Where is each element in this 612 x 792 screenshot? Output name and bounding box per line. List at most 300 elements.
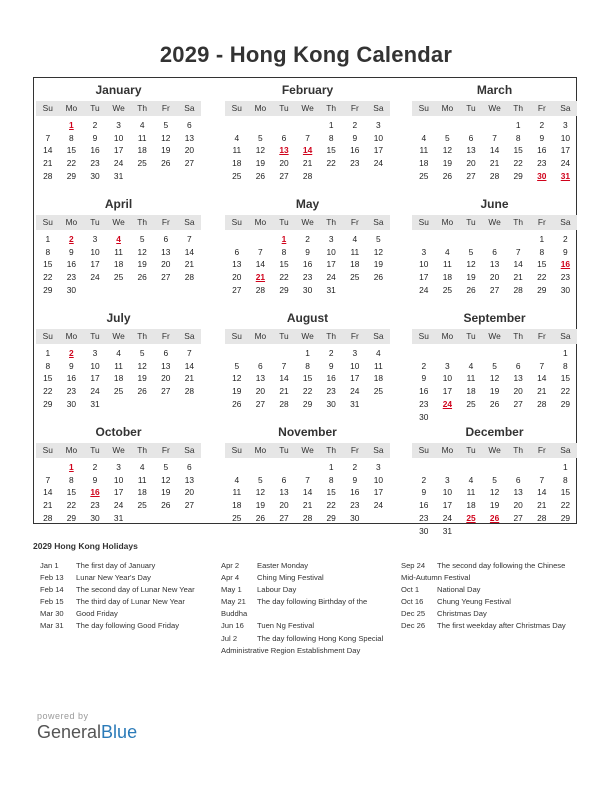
month-july <box>36 309 201 421</box>
day: 8 <box>539 246 545 257</box>
weekday-label: We <box>112 331 125 341</box>
page-title: 2029 - Hong Kong Calendar <box>159 42 453 67</box>
day: 14 <box>279 373 289 384</box>
holiday-entry <box>221 633 383 645</box>
holiday-entry <box>401 608 566 620</box>
day: 24 <box>113 500 124 511</box>
day: 8 <box>563 360 568 371</box>
day: 30 <box>90 512 100 523</box>
day: 30 <box>66 284 77 295</box>
day: 26 <box>255 512 266 523</box>
weekday-label: Mo <box>65 331 78 341</box>
day: 15 <box>537 259 547 270</box>
month-name: December <box>465 425 524 439</box>
day: 12 <box>255 487 266 498</box>
day: 9 <box>92 132 98 143</box>
day: 23 <box>350 158 360 169</box>
month-september <box>412 309 577 421</box>
day: 23 <box>419 512 429 523</box>
day: 22 <box>326 158 336 169</box>
weekday-label: We <box>488 103 501 113</box>
day: 30 <box>419 525 429 536</box>
holiday-entry <box>221 620 383 632</box>
weekday-label: Th <box>513 331 524 341</box>
month-april <box>36 195 201 307</box>
day: 22 <box>43 272 53 283</box>
day: 4 <box>352 234 358 244</box>
month-june <box>412 195 577 307</box>
day: 3 <box>92 234 98 244</box>
holiday-entry <box>40 560 195 572</box>
weekday-header <box>412 101 577 116</box>
month-name: September <box>463 311 526 325</box>
day: 3 <box>116 120 121 130</box>
day: 9 <box>563 246 568 257</box>
day: 23 <box>350 500 360 511</box>
day: 27 <box>489 284 500 295</box>
day: 6 <box>163 234 169 244</box>
holiday-day: 26 <box>489 512 500 523</box>
weekday-label: Su <box>418 445 429 455</box>
day: 23 <box>90 500 100 511</box>
day: 29 <box>560 398 571 409</box>
day: 10 <box>350 360 360 371</box>
weekday-header <box>412 215 577 230</box>
day: 18 <box>419 158 429 169</box>
weekday-label: Mo <box>65 445 78 455</box>
holiday-name-continued: Administrative Region Establishment Day <box>221 645 361 655</box>
day: 4 <box>234 474 240 485</box>
weekday-label: Fr <box>537 331 546 341</box>
day: 20 <box>279 158 289 169</box>
day: 7 <box>281 360 287 371</box>
holiday-name: The first day of January <box>76 561 156 570</box>
day: 7 <box>187 234 192 244</box>
weekday-label: We <box>301 217 314 227</box>
day: 19 <box>161 487 171 498</box>
day: 23 <box>560 272 571 283</box>
day: 4 <box>116 348 121 358</box>
day: 16 <box>350 145 360 156</box>
weekday-label: Th <box>137 103 148 113</box>
day: 16 <box>419 500 429 511</box>
day: 1 <box>328 462 334 472</box>
day: 29 <box>66 512 77 523</box>
day: 17 <box>442 386 453 397</box>
day: 17 <box>326 259 336 270</box>
weekday-label: We <box>488 331 501 341</box>
day: 21 <box>184 373 195 384</box>
day: 13 <box>279 487 289 498</box>
day: 10 <box>373 474 384 485</box>
day: 25 <box>373 386 384 397</box>
day: 15 <box>326 145 336 156</box>
day: 23 <box>537 158 547 169</box>
holiday-date: Oct 1 <box>401 585 420 595</box>
month-name: June <box>480 197 509 211</box>
weekday-label: Su <box>231 103 242 113</box>
day: 20 <box>513 386 523 397</box>
day: 2 <box>352 462 358 472</box>
holiday-entry <box>221 584 383 596</box>
weekday-header <box>225 215 390 230</box>
day: 6 <box>515 360 521 371</box>
day: 5 <box>258 474 263 485</box>
day: 26 <box>255 170 266 181</box>
day: 17 <box>419 272 429 283</box>
day: 2 <box>421 360 427 371</box>
weekday-label: We <box>112 103 125 113</box>
day: 13 <box>489 259 500 270</box>
day: 15 <box>513 145 523 156</box>
day: 28 <box>255 284 266 295</box>
weekday-label: Fr <box>350 103 359 113</box>
holiday-entry <box>401 620 566 632</box>
day: 24 <box>326 272 336 283</box>
weekday-label: Mo <box>441 445 454 455</box>
day: 20 <box>255 386 266 397</box>
day: 13 <box>161 246 171 257</box>
day: 17 <box>350 373 360 384</box>
day: 27 <box>255 398 266 409</box>
day: 27 <box>184 500 195 511</box>
day: 18 <box>466 500 476 511</box>
weekday-label: Tu <box>279 217 289 227</box>
day: 16 <box>66 259 77 270</box>
weekday-label: Fr <box>161 445 170 455</box>
day: 11 <box>137 132 147 143</box>
month-august <box>225 309 390 421</box>
weekday-header <box>412 329 577 344</box>
day: 22 <box>513 158 523 169</box>
holiday-name: The second day following the Chinese <box>437 561 566 570</box>
holiday-entry <box>40 596 195 608</box>
day: 6 <box>258 360 263 371</box>
day: 5 <box>139 234 145 244</box>
day: 7 <box>258 246 263 257</box>
day: 7 <box>45 132 51 143</box>
day: 31 <box>442 525 453 536</box>
logo-general: General <box>37 722 102 742</box>
day: 3 <box>563 120 568 130</box>
day: 22 <box>326 500 336 511</box>
day: 4 <box>139 462 145 472</box>
weekday-label: Tu <box>466 331 476 341</box>
holiday-day: 16 <box>90 487 100 498</box>
month-december <box>412 423 577 535</box>
holidays-heading: 2029 Hong Kong Holidays <box>33 541 138 551</box>
day: 25 <box>113 386 124 397</box>
day: 24 <box>90 386 100 397</box>
holiday-day: 30 <box>537 170 547 181</box>
holiday-date: Dec 26 <box>401 621 426 631</box>
calendar-grid <box>33 77 577 536</box>
weekday-label: Su <box>42 217 53 227</box>
day: 29 <box>66 170 77 181</box>
day: 30 <box>326 398 336 409</box>
day: 11 <box>114 246 123 257</box>
day: 12 <box>466 259 476 270</box>
day: 10 <box>419 259 429 270</box>
day: 23 <box>66 386 77 397</box>
day: 20 <box>184 145 195 156</box>
day: 1 <box>563 462 568 472</box>
day: 13 <box>513 487 523 498</box>
day: 20 <box>513 500 523 511</box>
day: 30 <box>66 398 77 409</box>
weekday-label: Mo <box>65 103 78 113</box>
day: 25 <box>137 500 147 511</box>
day: 22 <box>43 386 53 397</box>
weekday-label: Su <box>231 331 242 341</box>
weekday-label: Tu <box>90 217 100 227</box>
day: 2 <box>421 474 427 485</box>
day: 21 <box>302 500 313 511</box>
day: 14 <box>255 259 266 270</box>
weekday-label: Su <box>42 103 53 113</box>
weekday-label: Sa <box>184 217 195 227</box>
month-january <box>36 81 201 193</box>
day: 21 <box>279 386 289 397</box>
day: 9 <box>328 360 334 371</box>
weekday-label: Su <box>231 217 242 227</box>
day: 3 <box>116 462 121 472</box>
day: 23 <box>302 272 313 283</box>
month-october <box>36 423 201 535</box>
weekday-label: Sa <box>184 103 195 113</box>
day: 20 <box>489 272 500 283</box>
day: 31 <box>350 398 360 409</box>
day: 4 <box>468 474 474 485</box>
month-november <box>225 423 390 535</box>
day: 13 <box>184 474 195 485</box>
day: 29 <box>279 284 289 295</box>
day: 27 <box>513 512 523 523</box>
day: 19 <box>137 259 147 270</box>
holiday-entry <box>40 572 195 584</box>
holiday-day: 14 <box>302 145 313 156</box>
weekday-label: Th <box>137 217 148 227</box>
day: 24 <box>90 272 100 283</box>
day: 27 <box>279 170 289 181</box>
day: 21 <box>513 272 523 283</box>
day: 11 <box>232 487 242 498</box>
day: 19 <box>161 145 171 156</box>
weekday-header <box>225 443 390 458</box>
weekday-header <box>36 101 201 116</box>
day: 20 <box>279 500 289 511</box>
day: 7 <box>539 360 545 371</box>
weekday-label: Th <box>137 331 148 341</box>
holiday-day: 13 <box>279 145 289 156</box>
day: 13 <box>466 145 476 156</box>
holiday-date: Mar 31 <box>40 621 64 631</box>
day: 8 <box>328 132 334 143</box>
holiday-name: The third day of Lunar New Year <box>76 597 185 607</box>
weekday-label: Th <box>326 331 337 341</box>
weekday-label: Th <box>326 103 337 113</box>
day: 14 <box>302 487 313 498</box>
holiday-name: The second day of Lunar New Year <box>76 585 195 595</box>
day: 12 <box>442 145 453 156</box>
holiday-entry <box>401 560 566 572</box>
weekday-label: Tu <box>279 103 289 113</box>
day: 29 <box>326 512 336 523</box>
day: 25 <box>232 170 242 181</box>
weekday-label: Su <box>418 217 429 227</box>
day: 26 <box>161 500 171 511</box>
day: 6 <box>187 120 192 130</box>
holiday-date: Dec 25 <box>401 609 426 619</box>
holiday-name: The first weekday after Christmas Day <box>437 621 566 631</box>
day: 28 <box>43 512 53 523</box>
day: 30 <box>302 284 313 295</box>
day: 30 <box>90 170 100 181</box>
holiday-entry <box>221 572 383 584</box>
day: 3 <box>352 348 358 358</box>
day: 1 <box>515 120 521 130</box>
day: 9 <box>352 132 358 143</box>
day: 27 <box>161 386 171 397</box>
day: 29 <box>302 398 313 409</box>
holiday-date: Feb 15 <box>40 597 64 607</box>
day: 19 <box>255 500 266 511</box>
day: 16 <box>326 373 336 384</box>
day: 18 <box>442 272 453 283</box>
day: 14 <box>513 259 523 270</box>
day: 28 <box>302 512 313 523</box>
day: 24 <box>442 512 453 523</box>
day: 5 <box>468 246 474 257</box>
day: 28 <box>184 386 195 397</box>
day: 23 <box>66 272 77 283</box>
day: 6 <box>492 246 497 257</box>
day: 2 <box>92 462 98 472</box>
day: 8 <box>281 246 287 257</box>
holiday-name: Labour Day <box>257 585 297 595</box>
weekday-label: Sa <box>373 445 384 455</box>
holiday-entry <box>40 620 195 632</box>
day: 26 <box>466 284 476 295</box>
day: 18 <box>350 259 360 270</box>
day: 10 <box>90 246 100 257</box>
day: 11 <box>114 360 123 371</box>
day: 6 <box>281 132 287 143</box>
day: 13 <box>232 259 242 270</box>
day: 11 <box>137 474 147 485</box>
holiday-entry <box>221 596 383 608</box>
day: 10 <box>560 132 571 143</box>
day: 26 <box>137 386 147 397</box>
day: 9 <box>539 132 545 143</box>
day: 31 <box>113 170 124 181</box>
day: 28 <box>43 170 53 181</box>
weekday-label: Mo <box>254 331 267 341</box>
day: 3 <box>328 234 334 244</box>
day: 5 <box>492 474 497 485</box>
weekday-label: Tu <box>466 103 476 113</box>
day: 5 <box>376 234 381 244</box>
day: 20 <box>161 373 171 384</box>
weekday-label: Fr <box>537 445 546 455</box>
day: 7 <box>305 132 310 143</box>
weekday-label: Su <box>42 331 53 341</box>
day: 29 <box>513 170 523 181</box>
day: 22 <box>560 500 571 511</box>
holiday-list-column-3 <box>401 560 566 633</box>
day: 25 <box>442 284 453 295</box>
day: 16 <box>419 386 429 397</box>
weekday-label: Fr <box>350 445 359 455</box>
day: 10 <box>326 246 336 257</box>
weekday-label: We <box>301 445 314 455</box>
day: 7 <box>305 474 310 485</box>
day: 27 <box>279 512 289 523</box>
holiday-date: Feb 13 <box>40 573 64 583</box>
holiday-day: 4 <box>116 234 121 244</box>
day: 18 <box>232 500 242 511</box>
day: 8 <box>45 360 51 371</box>
day: 2 <box>563 234 568 244</box>
day: 6 <box>515 474 521 485</box>
day: 15 <box>326 487 336 498</box>
day: 4 <box>421 132 427 143</box>
day: 17 <box>113 145 124 156</box>
day: 19 <box>373 259 384 270</box>
day: 2 <box>305 234 310 244</box>
day: 27 <box>232 284 242 295</box>
day: 8 <box>328 474 334 485</box>
day: 2 <box>328 348 334 358</box>
day: 30 <box>560 284 571 295</box>
day: 23 <box>419 398 429 409</box>
day: 25 <box>137 158 147 169</box>
day: 8 <box>305 360 310 371</box>
month-may <box>225 195 390 307</box>
day: 1 <box>305 348 310 358</box>
holiday-date: May 1 <box>221 585 242 595</box>
day: 13 <box>513 373 523 384</box>
day: 22 <box>560 386 571 397</box>
weekday-label: Tu <box>279 331 289 341</box>
day: 1 <box>328 120 334 130</box>
day: 14 <box>43 145 53 156</box>
day: 12 <box>489 487 500 498</box>
day: 29 <box>560 512 571 523</box>
day: 11 <box>466 487 476 498</box>
day: 5 <box>139 348 145 358</box>
holiday-day: 16 <box>560 259 571 270</box>
day: 19 <box>489 386 500 397</box>
day: 3 <box>376 462 381 472</box>
month-name: October <box>95 425 142 439</box>
day: 25 <box>466 398 476 409</box>
day: 6 <box>468 132 474 143</box>
day: 12 <box>232 373 242 384</box>
day: 30 <box>350 512 360 523</box>
day: 14 <box>537 487 547 498</box>
weekday-label: Th <box>326 217 337 227</box>
day: 18 <box>137 487 147 498</box>
day: 16 <box>350 487 360 498</box>
weekday-label: Fr <box>161 331 170 341</box>
day: 5 <box>258 132 263 143</box>
logo-blue: Blue <box>101 722 138 742</box>
weekday-header <box>36 443 201 458</box>
day: 18 <box>232 158 242 169</box>
month-name: March <box>476 83 513 97</box>
holiday-date: Jul 2 <box>221 633 238 643</box>
